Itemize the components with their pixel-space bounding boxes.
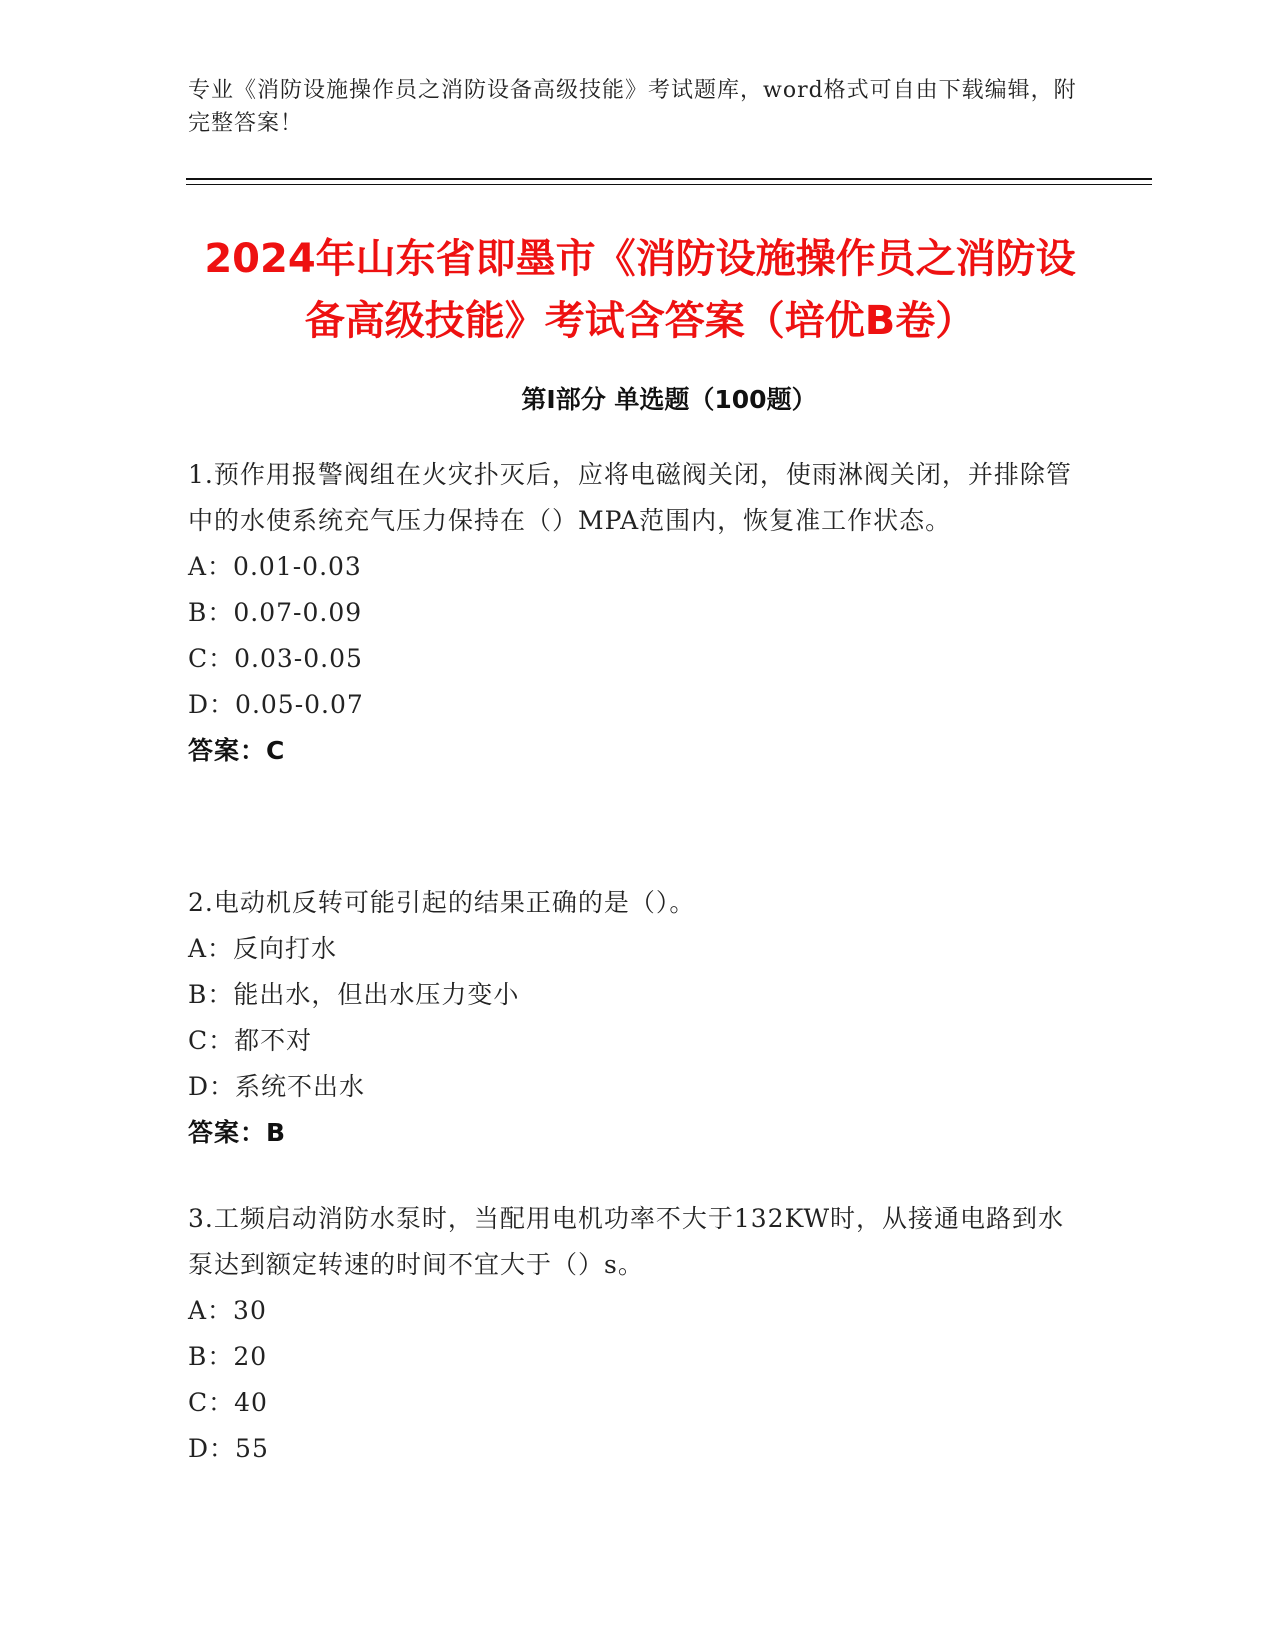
answer: 答案：C — [188, 736, 286, 765]
header-note: 专业《消防设施操作员之消防设备高级技能》考试题库，word格式可自由下载编辑，附完整答案！ — [188, 78, 1077, 136]
header-rule-thin — [186, 184, 1152, 185]
option-c: C：0.03-0.05 — [188, 644, 363, 673]
option-b: B：0.07-0.09 — [188, 598, 363, 627]
question-text: 2.电动机反转可能引起的结果正确的是（）。 — [188, 888, 696, 917]
option-a: A：反向打水 — [188, 934, 338, 963]
answer: 答案：B — [188, 1118, 287, 1147]
option-a: A：0.01-0.03 — [188, 552, 362, 581]
option-b: B：能出水，但出水压力变小 — [188, 980, 520, 1009]
question-2 — [188, 880, 1088, 1156]
section-title: 第Ⅰ部分 单选题（100题） — [521, 385, 817, 414]
document-title: 2024年山东省即墨市《消防设施操作员之消防设备高级技能》考试含答案（培优B卷） — [204, 236, 1076, 344]
question-3 — [188, 1196, 1088, 1472]
question-1 — [188, 452, 1088, 774]
question-text: 3.工频启动消防水泵时，当配用电机功率不大于132KW时，从接通电路到水泵达到额定转速的时间不宜大于（）s。 — [188, 1204, 1065, 1279]
option-d: D：55 — [188, 1434, 269, 1463]
option-b: B：20 — [188, 1342, 268, 1371]
option-a: A：30 — [188, 1296, 267, 1325]
header-rule-thick — [186, 178, 1152, 180]
option-d: D：0.05-0.07 — [188, 690, 364, 719]
option-c: C：40 — [188, 1388, 268, 1417]
option-d: D：系统不出水 — [188, 1072, 366, 1101]
option-c: C：都不对 — [188, 1026, 313, 1055]
question-text: 1.预作用报警阀组在火灾扑灭后，应将电磁阀关闭，使雨淋阀关闭，并排除管中的水使系统充气压力保持在（）MPA范围内，恢复准工作状态。 — [188, 460, 1072, 535]
